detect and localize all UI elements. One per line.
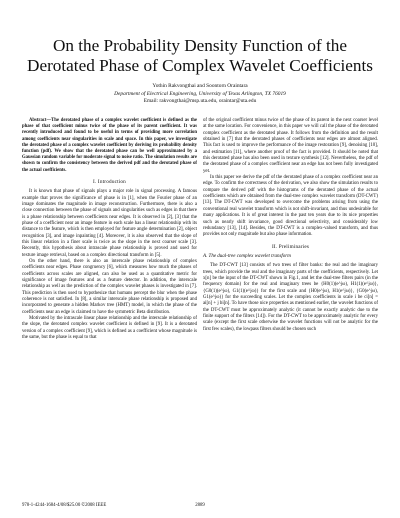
paragraph: It is known that phase of signals plays a major role in signal processing. A famous example that proves the significance of phase is in [1], when the Fourier phase of an image dominates the magnitude in image reconstruction. Furthermore, there is also a close connection between the phase of signals and singularities such as edges in that there is a phase relationship between coefficients near edges. It is observed in [2], [3] that the phase of a coefficient near an image feature in each scale has a linear relationship with its distance to the feature, which is then employed for feature angle determination [2], object recognition [3], and image inpainting [4]. Moreover, it is also observed that the slope of this linear relation in a finer scale is twice as the slope in the next coarser scale [3]. Recently, this hypothesis about intrascale phase relationship is proved and used for texture image retrieval, based on a complex directional transform in [5]. (22, 189, 197, 258)
paragraph: The DT-CWT [13] consists of two trees of filter banks: the real and the imaginary trees, which provide the real and the imaginary parts of the coefficients, respectively. Let x[n] be the input of the DT-CWT shown in Fig.1, and let the dual-tree filters pairs (in the frequency domain) for the real and imaginary trees be {H0(1)(e^jω), H1(1)(e^jω)}, {G0(1)(e^jω), G1(1)(e^jω)} for the first scale and {H0(e^jω), H1(e^jω)}, {G0(e^jω), G1(e^jω)} for the succeeding scales. Let the complex coefficients in scale i be ci[n] = ai[n] + j bi[n]. To have those nice properties as mentioned earlier, the wavelet functions of the DT-CWT must be approximately analytic (it cannot be exactly analytic due to the finite support of the filters [14]). For the DT-CWT to be approximately analytic for every scale (except the first scale otherwise the wavelet functions will not be analytic for the first few scales), the lowpass filters should be chosen such (203, 263, 378, 332)
title-line-2: Derotated Phase of Complex Wavelet Coefficients (27, 56, 373, 75)
section-heading-preliminaries: II. Preliminaries (271, 243, 310, 250)
affiliation: Department of Electrical Engineering, University of Texas Arlington, TX 76019 (114, 90, 286, 97)
author-names: Yothin Rakvongthai and Soontorn Oraintara (152, 83, 248, 89)
footer-copyright: 978-1-4244-1684-4/08/$25.00 ©2008 IEEE (22, 503, 107, 508)
paper-title (20, 36, 380, 76)
page-number: 2889 (195, 503, 205, 508)
left-column (22, 118, 197, 341)
title-line-1: On the Probability Density Function of the (52, 36, 348, 55)
author-block (40, 83, 360, 106)
paragraph: On the other hand, there is also an interscale phase relationship of complex coefficients near edges. Phase congruency [6], which measures how much the phases of coefficients across scales are aligned, can also be used as a quantitative metric for significance of image features and as a feature detector. In addition, the interscale relationship as well as the prediction of the complex wavelet phases is investigated in [7]. This prediction is then used to hypothesize that humans percept the blur when the phase coherence is not satisfied. In [8], a similar interscale phase relationship is proposed and incorporated to generate a hidden Markov tree (HMT) model, in which the phase of the coefficients near an edge is claimed to have the symmetric Beta distribution. (22, 258, 197, 315)
paragraph: Motivated by the intrascale linear phase relationship and the interscale relationship of the slope, the derotated complex wavelet coefficient is defined in [9]. It is a derotated version of a complex coefficient [9], which is defined as a coefficient whose magnitude is the same, but the phase is equal to that (22, 316, 197, 341)
email: Email: rakvongthai@msp.uta.edu, oraintar@uta.edu (143, 98, 257, 104)
paragraph: In this paper we derive the pdf of the derotated phase of a complex coefficient near an edge. To confirm the correctness of the derivation, we also show the simulation results to compare the derived pdf with the histograms of the derotated phase of the actual coefficients which are obtained from the dual-tree complex wavelet transform (DT-CWT) [13]. The DT-CWT was developed to overcome the problems arising from using the conventional real wavelet transform which is not shift-invariant, and thus undesirable for many applications. It is of great interest in the past ten years due to its nice properties such as nearly shift invariance, good directional selectivity, and considerably low redundancy [13], [14]. Besides, the DT-CWT is a complex-valued transform, and thus provides not only magnitude but also phase information. (203, 175, 378, 238)
section-heading-introduction: I. Introduction (93, 178, 126, 185)
subsection-heading: A. The dual-tree complex wavelet transform (203, 253, 291, 259)
right-column (203, 118, 378, 333)
paragraph: of the original coefficient minus twice of the phase of its parent in the next coarser level at the same location. For convenience, in this paper we will call the phase of the derotated complex coefficient as the derotated phase. It follows from the definition and the result obtained in [7] that the derotated phases of coefficients near edges are almost aligned. This fact is used to improve the performance of the image restoration [9], denoising [10], and estimation [11], where another proof of the fact is provided. It should be noted that this derotated phase has also been used in texture synthesis [12]. Nevertheless, the pdf of the derotated phase of a complex coefficient near an edge has not been fully investigated yet. (203, 118, 378, 174)
abstract: Abstract—The derotated phase of a complex wavelet coefficient is defined as the phase of that coefficient minus twice of the phase of its parent coefficient. It was recently introduced and found to be useful in terms of providing more correlation among coefficients near singularities in scale and space. In this paper, we investigate the derotated phase of a complex wavelet coefficient by deriving its probability density function (pdf). We show that the derotated phase can be well approximated by a Gaussian random variable for moderate signal to noise ratio. The simulation results are shown to confirm the consistency between the derived pdf and the derotated phase of the actual coefficients. (22, 118, 197, 173)
